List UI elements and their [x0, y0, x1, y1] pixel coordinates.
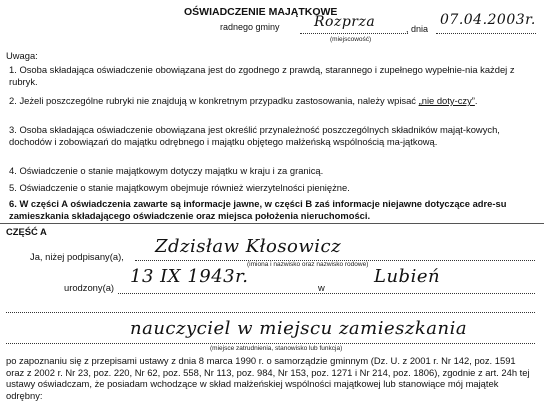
uwaga-label: Uwaga:	[6, 50, 38, 61]
document-title: OŚWIADCZENIE MAJĄTKOWE	[184, 6, 338, 18]
uwaga-item-5	[9, 182, 529, 194]
statute-paragraph: po zapoznaniu się z przepisami ustawy z dnia 8 marca 1990 r. o samorządzie gminnym (Dz. U. z 2001 r. Nr 142, poz. 1591 oraz z 2002 r. Nr 23, poz. 220, Nr 62, poz. 558, Nr 113, poz. 984, Nr 153, poz. 1271 i Nr 214, poz. 1806), zgodnie z art. 24h tej ustawy oświadczam, że posiadam wchodzące w skład małżeńskiej wspólności majątkowej lub stanowiące mój majątek odrębny:	[6, 355, 530, 401]
gmina-line	[300, 33, 408, 34]
uwaga-item-number: 5.	[9, 182, 17, 193]
uwaga-item-text: Oświadczenie o stanie majątkowym dotyczy majątku w kraju i za granicą.	[19, 165, 324, 176]
employment-line	[6, 343, 535, 344]
uwaga-item-4	[9, 165, 529, 177]
uwaga-item-2	[9, 95, 529, 107]
birth-year: 1943	[187, 266, 236, 287]
uwaga-item-number: 4.	[9, 165, 17, 176]
date-handwritten: 07.04.2003r.	[440, 12, 536, 28]
uwaga-item-text: W części A oświadczenia zawarte są informacje jawne, w części B zaś informacje niejawne dotyczące adre-su zamieszkania składającego oświadczenie oraz miejsca położenia nieruchomości.	[9, 198, 507, 221]
birth-line	[118, 293, 535, 294]
birth-place-handwritten: Lubień	[374, 266, 441, 287]
blank-line	[6, 312, 535, 313]
uwaga-item-text: Osoba składająca oświadczenie obowiązana jest określić przynależność poszczególnych składników mająt-kowych, dochodów i zobowiązań do majątku odrębnego i majątku objętego małżeńską wspólnością ma-jątkową.	[9, 124, 500, 147]
name-caption: (imiona i nazwisko oraz nazwisko rodowe)	[247, 261, 369, 268]
name-handwritten: Zdzisław Kłosowicz	[155, 236, 342, 257]
uwaga-item-text: Oświadczenie o stanie majątkowym obejmuje również wierzytelności pieniężne.	[19, 182, 350, 193]
birth-day: 13	[130, 266, 154, 287]
uwaga-item-6	[9, 198, 529, 221]
uwaga-item-number: 2.	[9, 95, 17, 106]
dnia-label: , dnia	[406, 24, 429, 34]
ja-label: Ja, niżej podpisany(a),	[30, 251, 124, 262]
uwaga-item-number: 3.	[9, 124, 17, 135]
employment-caption: (miejsce zatrudnienia, stanowisko lub funkcja)	[210, 345, 343, 352]
uwaga-item-number: 6.	[9, 198, 17, 209]
employment-handwritten: nauczyciel w miejscu zamieszkania	[130, 318, 468, 339]
uwaga-item-3	[9, 124, 529, 147]
date-line	[436, 33, 536, 34]
birth-month: IX	[160, 266, 182, 287]
gmina-handwritten: Rozprza	[314, 14, 376, 30]
uwaga-item-end: .	[474, 95, 478, 106]
section-divider	[0, 223, 544, 224]
uwaga-item-number: 1.	[9, 64, 17, 75]
uwaga-item-text: Osoba składająca oświadczenie obowiązana jest do zgodnego z prawdą, starannego i zupełnego wypełnie-nia każdej z rubryk.	[9, 64, 515, 87]
document-subtitle: radnego gminy	[220, 22, 280, 32]
uwaga-item-1	[9, 64, 529, 87]
w-label: w	[318, 282, 325, 293]
birth-sep: r.	[235, 266, 249, 287]
miejscowosc-caption: (miejscowość)	[330, 36, 372, 43]
urodzony-label: urodzony(a)	[64, 282, 115, 293]
part-a-heading: CZĘŚĆ A	[6, 226, 47, 237]
uwaga-item-quoted: „nie doty-czy”	[418, 95, 475, 106]
uwaga-item-text: Jeżeli poszczególne rubryki nie znajdują w konkretnym przypadku zastosowania, należy wpisać	[19, 95, 416, 106]
birth-date-handwritten	[130, 266, 248, 287]
